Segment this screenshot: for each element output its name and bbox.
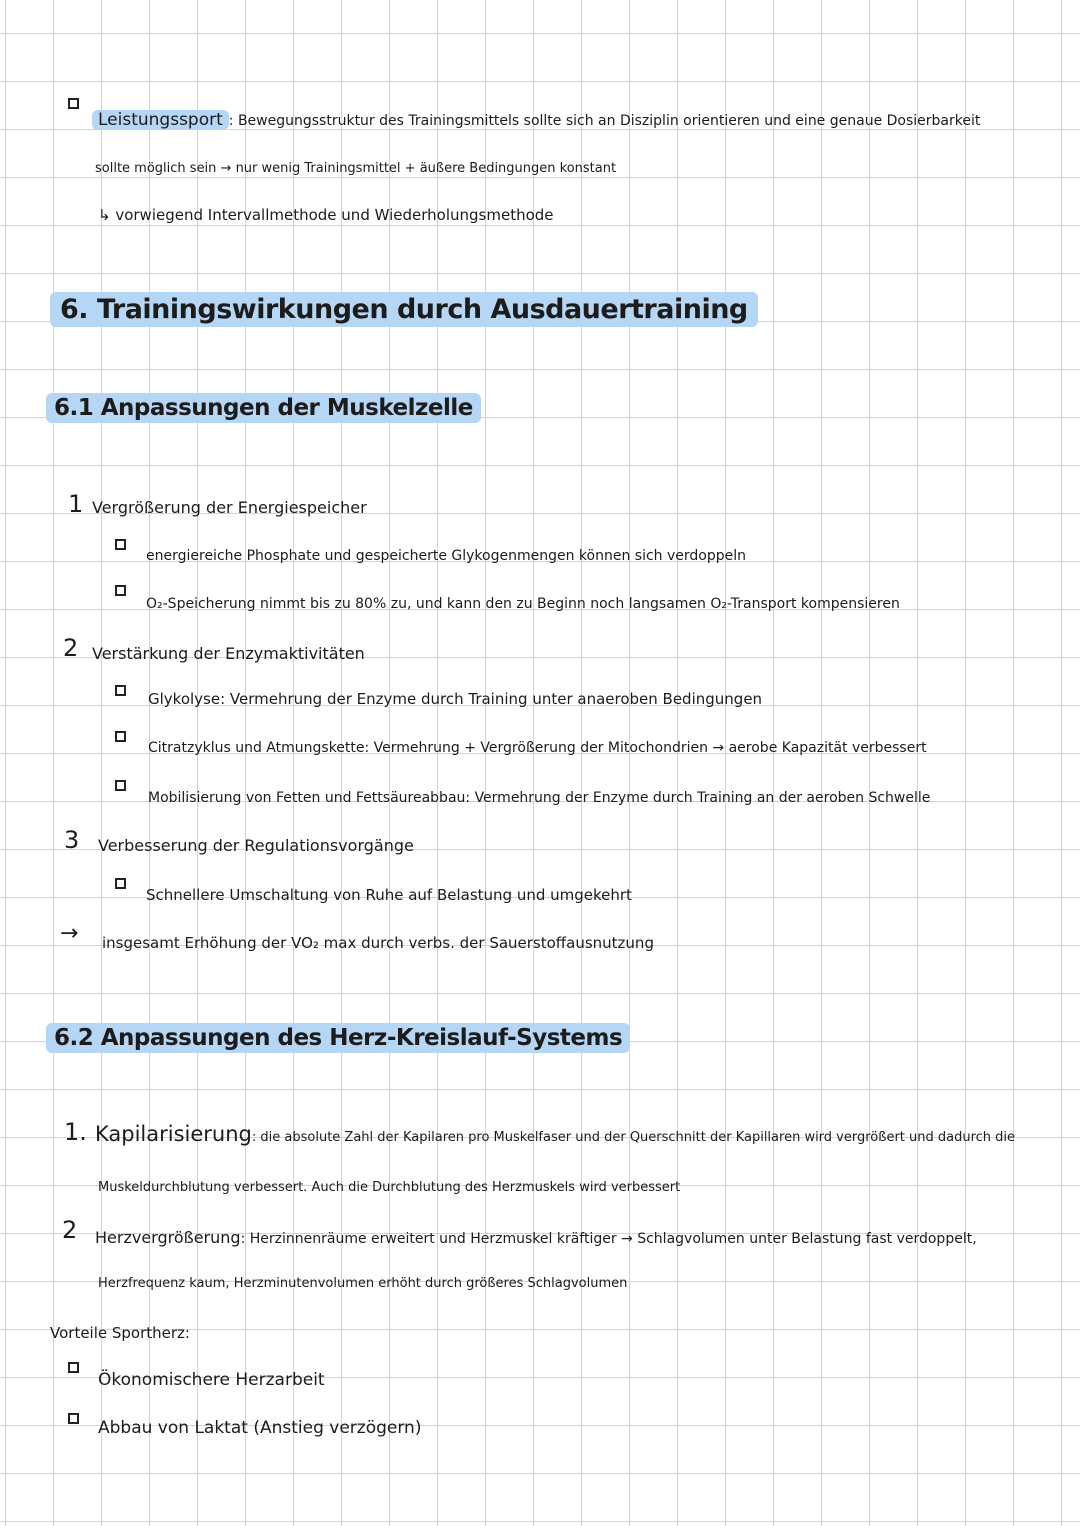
item-label: Verstärkung der Enzymaktivitäten <box>92 644 365 663</box>
item-line-1 <box>95 1228 977 1247</box>
checkbox-icon <box>68 1413 79 1424</box>
item-text-1: : die absolute Zahl der Kapilaren pro Muskelfaser und der Querschnitt der Kapillaren wird vergrößert und dadurch die <box>251 1130 1016 1145</box>
leistungssport-line-3: ↳ vorwiegend Intervallmethode und Wiederholungsmethode <box>98 206 554 224</box>
item-text-2: Herzfrequenz kaum, Herzminutenvolumen erhöht durch größeres Schlagvolumen <box>98 1276 628 1291</box>
item-label: Vergrößerung der Energiespeicher <box>92 498 367 517</box>
item-line-1 <box>95 1122 1015 1146</box>
advantage-item: Abbau von Laktat (Anstieg verzögern) <box>98 1418 422 1438</box>
bullet-text: O₂-Speicherung nimmt bis zu 80% zu, und kann den zu Beginn noch langsamen O₂-Transport kompensieren <box>146 596 900 612</box>
leistungssport-line-2: sollte möglich sein → nur wenig Trainingsmittel + äußere Bedingungen konstant <box>95 161 617 176</box>
item-label: Verbesserung der Regulationsvorgänge <box>98 836 414 855</box>
leistungssport-term: Leistungssport <box>92 110 229 130</box>
arrow-right-icon: → <box>60 921 79 946</box>
bullet-text: Citratzyklus und Atmungskette: Vermehrung + Vergrößerung der Mitochondrien → aerobe Kapazität verbessert <box>148 740 927 756</box>
item-number: 2 <box>63 634 79 662</box>
item-number: 3 <box>64 826 80 854</box>
checkbox-icon <box>115 585 126 596</box>
checkbox-icon <box>115 731 126 742</box>
item-label: Herzvergrößerung <box>95 1228 241 1247</box>
item-number: 1. <box>64 1118 87 1146</box>
bullet-text: Mobilisierung von Fetten und Fettsäureabbau: Vermehrung der Enzyme durch Training an der aeroben Schwelle <box>148 790 931 806</box>
bullet-text: Glykolyse: Vermehrung der Enzyme durch Training unter anaeroben Bedingungen <box>148 690 763 708</box>
bullet-text: Schnellere Umschaltung von Ruhe auf Belastung und umgekehrt <box>146 886 632 904</box>
conclusion-text: insgesamt Erhöhung der VO₂ max durch verbs. der Sauerstoffausnutzung <box>102 934 654 952</box>
checkbox-icon <box>115 685 126 696</box>
checkbox-icon <box>68 98 79 109</box>
section-6-2-heading: 6.2 Anpassungen des Herz-Kreislauf-Systems <box>46 1025 630 1051</box>
section-6-heading: 6. Trainingswirkungen durch Ausdauertraining <box>50 294 758 325</box>
leistungssport-text-1: : Bewegungsstruktur des Trainingsmittels sollte sich an Disziplin orientieren und eine genaue Dosierbarkeit <box>228 113 981 129</box>
checkbox-icon <box>68 1362 79 1373</box>
item-number: 2 <box>62 1216 78 1244</box>
checkbox-icon <box>115 878 126 889</box>
item-label: Kapilarisierung <box>95 1122 252 1146</box>
section-6-1-heading: 6.1 Anpassungen der Muskelzelle <box>46 395 481 421</box>
item-text-1: : Herzinnenräume erweitert und Herzmuskel kräftiger → Schlagvolumen unter Belastung fast verdoppelt, <box>240 1231 977 1247</box>
item-text-2: Muskeldurchblutung verbessert. Auch die Durchblutung des Herzmuskels wird verbessert <box>98 1180 681 1195</box>
advantage-item: Ökonomischere Herzarbeit <box>98 1370 325 1390</box>
bullet-text: energiereiche Phosphate und gespeicherte Glykogenmengen können sich verdoppeln <box>146 548 746 564</box>
leistungssport-line-1 <box>92 110 980 130</box>
advantages-label: Vorteile Sportherz: <box>50 1324 190 1342</box>
checkbox-icon <box>115 780 126 791</box>
item-number: 1 <box>68 490 84 518</box>
checkbox-icon <box>115 539 126 550</box>
